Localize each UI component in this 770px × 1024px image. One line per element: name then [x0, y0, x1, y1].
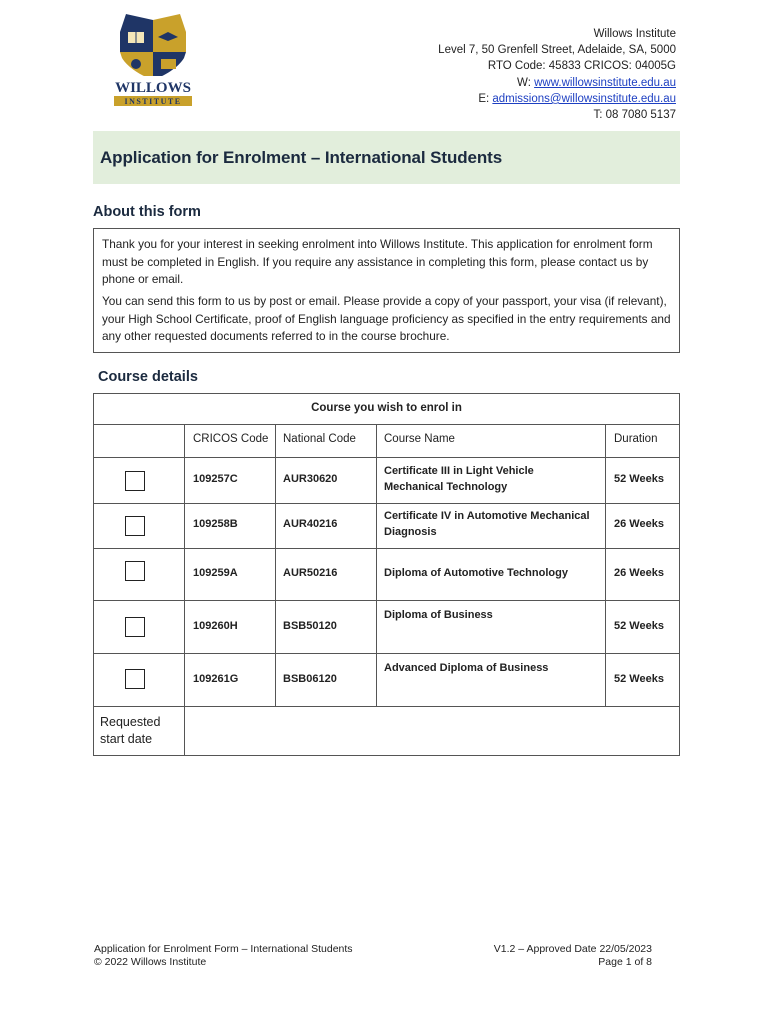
cricos-code: 109257C	[193, 473, 238, 485]
col-national-code: National Code	[283, 433, 356, 445]
institute-codes: RTO Code: 45833 CRICOS: 04005G	[487, 60, 676, 73]
web-link[interactable]: www.willowsinstitute.edu.au	[534, 76, 676, 89]
course-name: Diploma of Business	[384, 609, 493, 621]
duration: 26 Weeks	[614, 567, 664, 579]
about-paragraph-1: Thank you for your interest in seeking enrolment into Willows Institute. This application for enrolment form must be completed in English. If you require any assistance in completing this form, please contact us by phone or email.	[102, 237, 653, 286]
start-date-label: Requested start date	[100, 715, 161, 746]
course-checkbox-109257C[interactable]	[125, 471, 145, 491]
duration: 52 Weeks	[614, 620, 664, 632]
course-name: Diploma of Automotive Technology	[384, 567, 568, 579]
course-name: Certificate III in Light Vehicle Mechanical Technology	[384, 465, 534, 493]
footer-right	[494, 943, 652, 969]
duration: 52 Weeks	[614, 673, 664, 685]
footer-page-number: Page 1 of 8	[598, 956, 652, 968]
about-heading: About this form	[93, 204, 201, 220]
start-date-field[interactable]	[186, 708, 678, 754]
logo-subtext: INSTITUTE	[124, 97, 182, 106]
national-code: AUR40216	[283, 518, 338, 530]
cricos-code: 109258B	[193, 518, 238, 530]
page-title: Application for Enrolment – International Students	[100, 148, 503, 167]
institute-name: Willows Institute	[593, 28, 676, 40]
course-checkbox-109258B[interactable]	[125, 516, 145, 536]
duration: 26 Weeks	[614, 518, 664, 530]
course-heading: Course details	[98, 369, 198, 385]
col-course-name: Course Name	[384, 433, 455, 445]
logo-text: WILLOWS	[115, 80, 191, 96]
col-cricos-code: CRICOS Code	[193, 433, 269, 445]
institute-email: E: admissions@willowsinstitute.edu.au	[478, 92, 676, 105]
footer-version: V1.2 – Approved Date 22/05/2023	[493, 943, 652, 955]
about-paragraph-2: You can send this form to us by post or email. Please provide a copy of your passport, your visa (if relevant), your High School Certificate, proof of English language proficiency as specified in the entry requirements and any other requested documents referred to in the course brochure.	[102, 294, 671, 343]
cricos-code: 109259A	[193, 567, 238, 579]
course-name: Certificate IV in Automotive Mechanical Diagnosis	[384, 510, 590, 538]
table-title: Course you wish to enrol in	[311, 402, 462, 414]
email-link[interactable]: admissions@willowsinstitute.edu.au	[492, 92, 676, 105]
cricos-code: 109261G	[193, 673, 239, 685]
cricos-code: 109260H	[193, 620, 238, 632]
national-code: BSB06120	[283, 673, 337, 685]
national-code: BSB50120	[283, 620, 337, 632]
duration: 52 Weeks	[614, 473, 664, 485]
footer-left	[94, 943, 353, 969]
course-checkbox-109260H[interactable]	[125, 617, 145, 637]
institute-phone: T: 08 7080 5137	[593, 109, 676, 122]
course-checkbox-109259A[interactable]	[125, 561, 145, 581]
institute-address: Level 7, 50 Grenfell Street, Adelaide, SA, 5000	[438, 44, 676, 57]
course-checkbox-109261G[interactable]	[125, 669, 145, 689]
col-duration: Duration	[614, 433, 658, 445]
course-name: Advanced Diploma of Business	[384, 662, 549, 674]
footer-copyright: © 2022 Willows Institute	[94, 956, 207, 968]
national-code: AUR50216	[283, 567, 338, 579]
national-code: AUR30620	[283, 473, 338, 485]
institute-web: W: www.willowsinstitute.edu.au	[517, 76, 676, 89]
footer-form-name: Application for Enrolment Form – International Students	[94, 943, 353, 955]
